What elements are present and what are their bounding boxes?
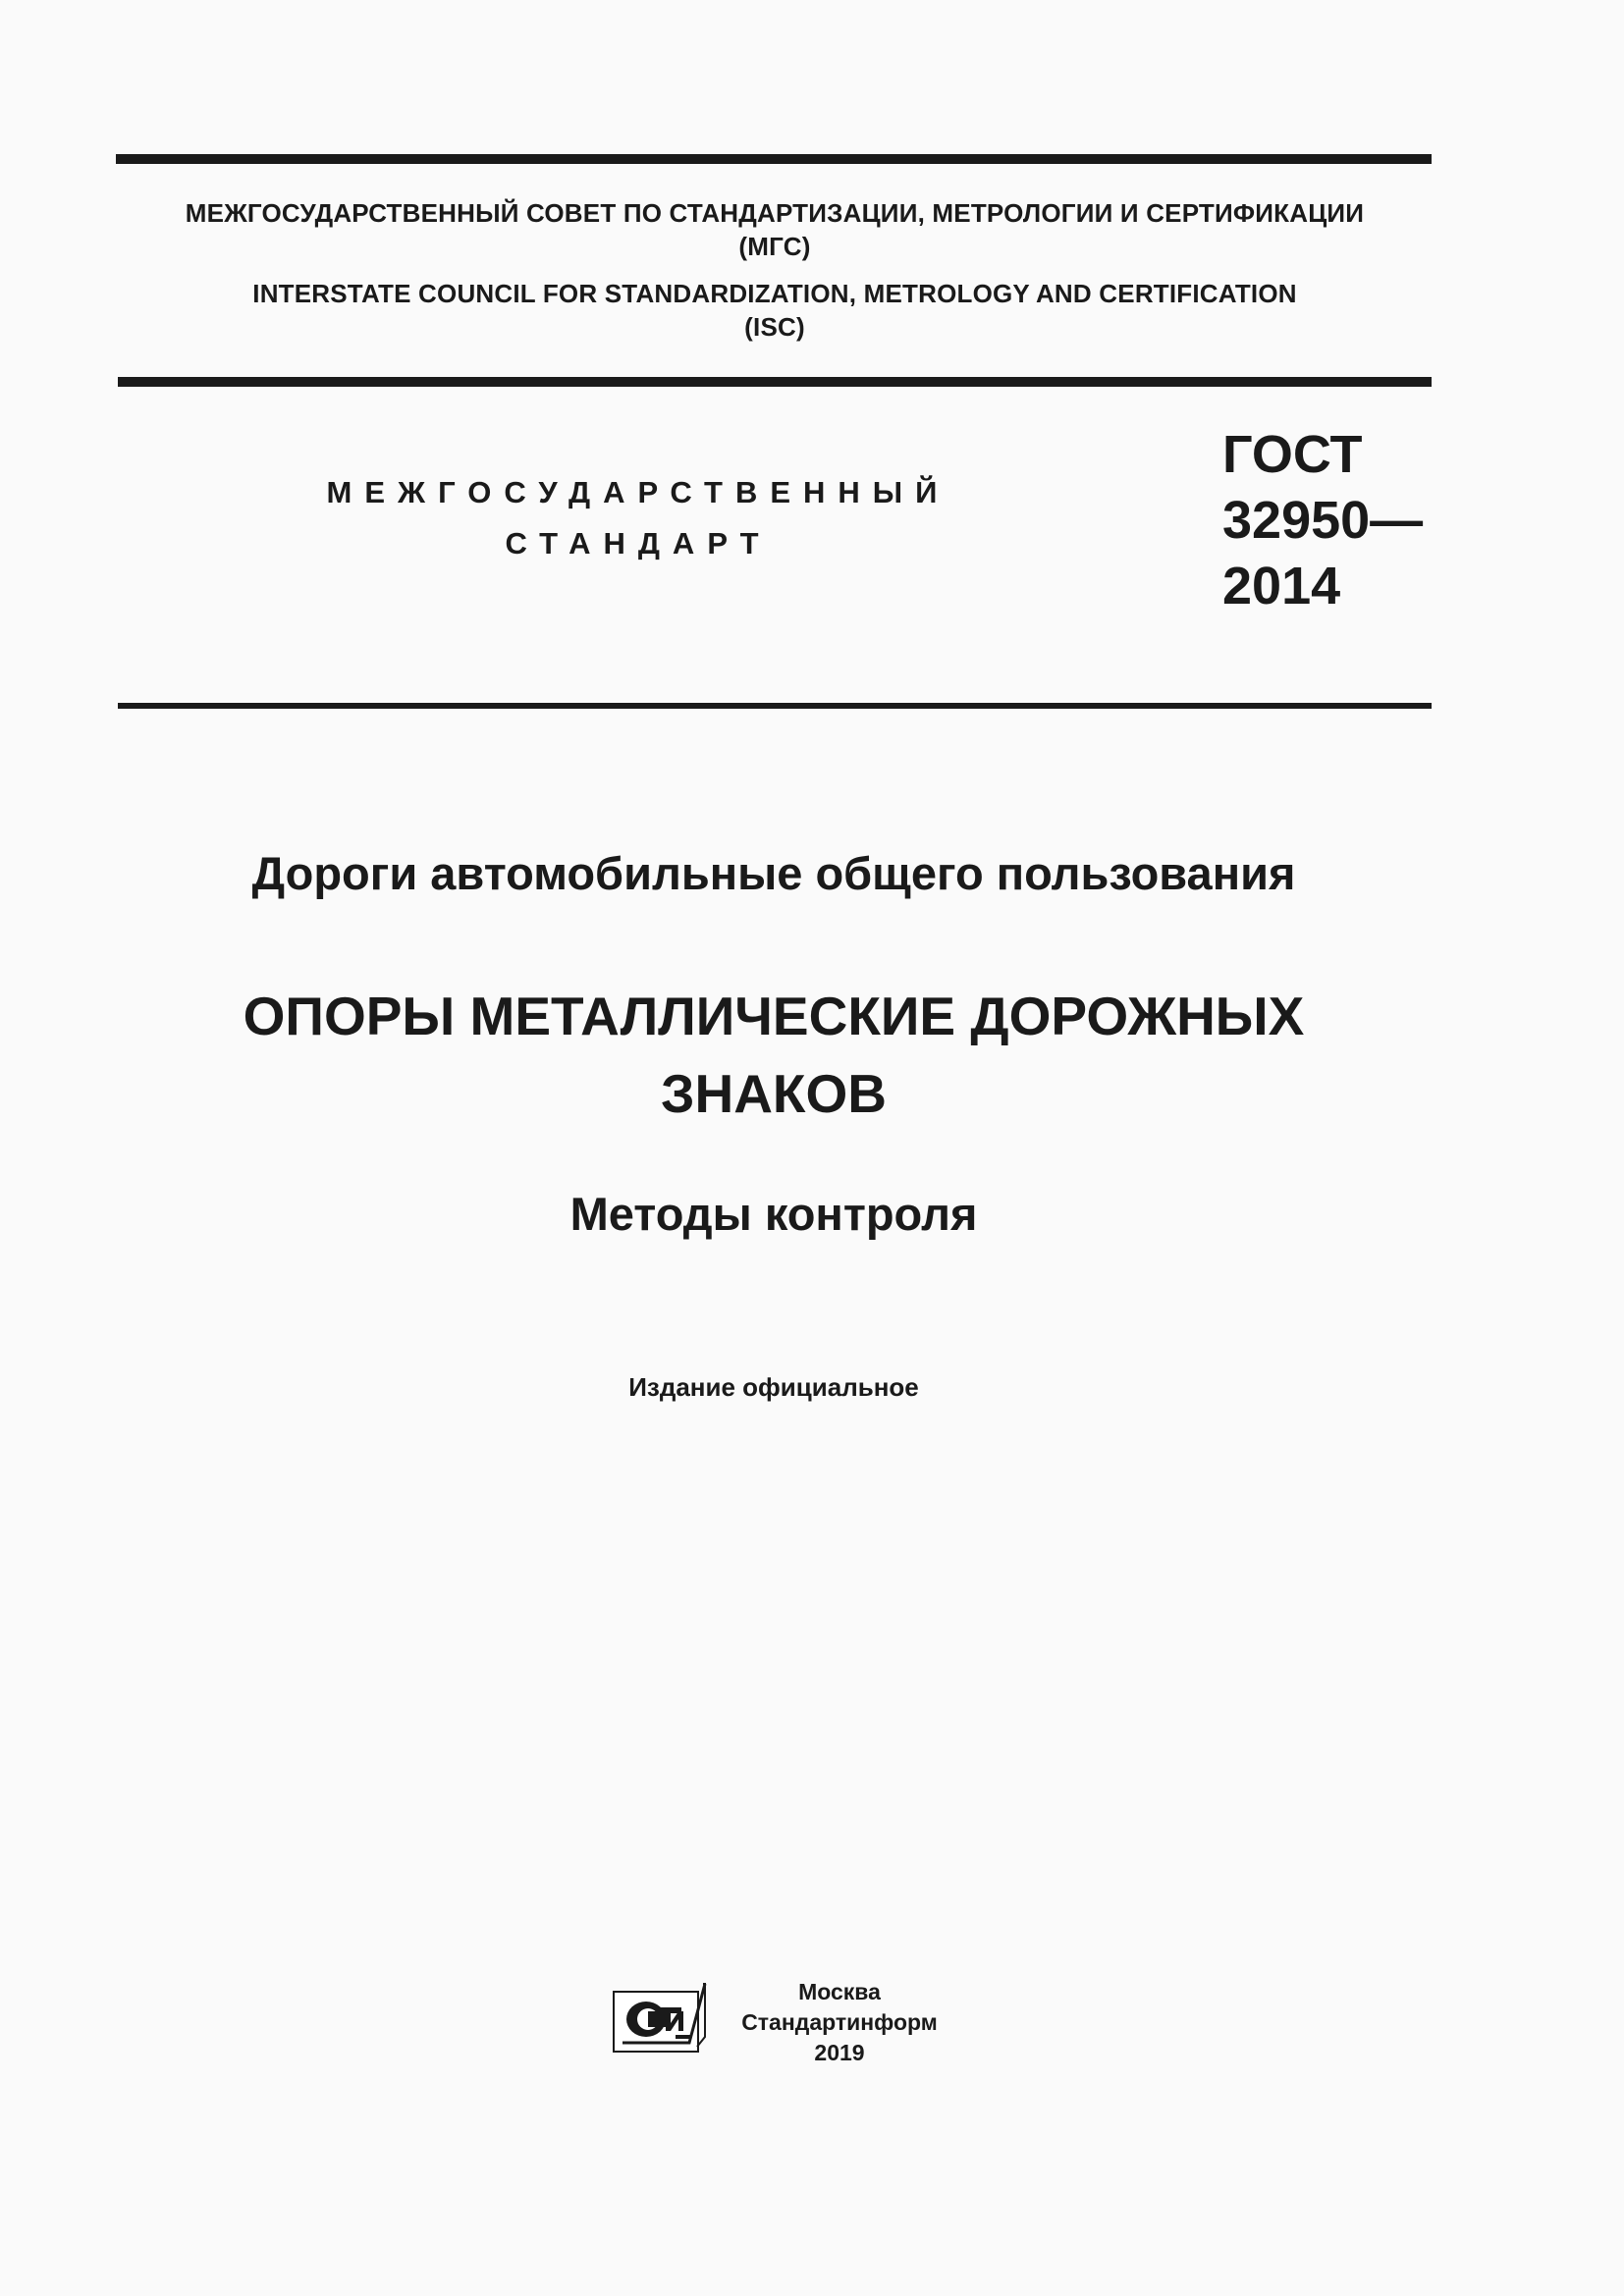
gost-number: 32950—	[1222, 491, 1424, 550]
middle-rule	[118, 377, 1432, 387]
council-name-en-line1: INTERSTATE COUNCIL FOR STANDARDIZATION, METROLOGY AND CERTIFICATION	[252, 279, 1297, 308]
publisher-city: Москва	[798, 1979, 881, 2004]
document-title-line1: ОПОРЫ МЕТАЛЛИЧЕСКИЕ ДОРОЖНЫХ	[243, 986, 1305, 1046]
top-rule	[116, 154, 1432, 164]
publisher-block	[687, 1977, 992, 2068]
document-subject: Дороги автомобильные общего пользования	[251, 847, 1296, 899]
council-name-ru-line1: МЕЖГОСУДАРСТВЕННЫЙ СОВЕТ ПО СТАНДАРТИЗАЦИИ, МЕТРОЛОГИИ И СЕРТИФИКАЦИИ	[185, 198, 1365, 228]
standard-type-line2: СТАНДАРТ	[505, 526, 772, 561]
publisher-name: Стандартинформ	[741, 2009, 938, 2035]
council-abbr-ru: (МГС)	[738, 232, 811, 261]
council-name-en	[118, 277, 1432, 344]
document-methods: Методы контроля	[569, 1188, 978, 1240]
edition-note: Издание официальное	[628, 1372, 919, 1402]
lower-rule	[118, 703, 1432, 709]
gost-year: 2014	[1222, 557, 1341, 615]
standard-type-line1: МЕЖГОСУДАРСТВЕННЫЙ	[326, 475, 950, 509]
council-abbr-en: (ISC)	[744, 312, 805, 342]
publisher-year: 2019	[814, 2040, 865, 2065]
council-name-ru	[118, 196, 1432, 263]
gost-label: ГОСТ	[1222, 425, 1363, 484]
document-title-line2: ЗНАКОВ	[661, 1063, 887, 1124]
